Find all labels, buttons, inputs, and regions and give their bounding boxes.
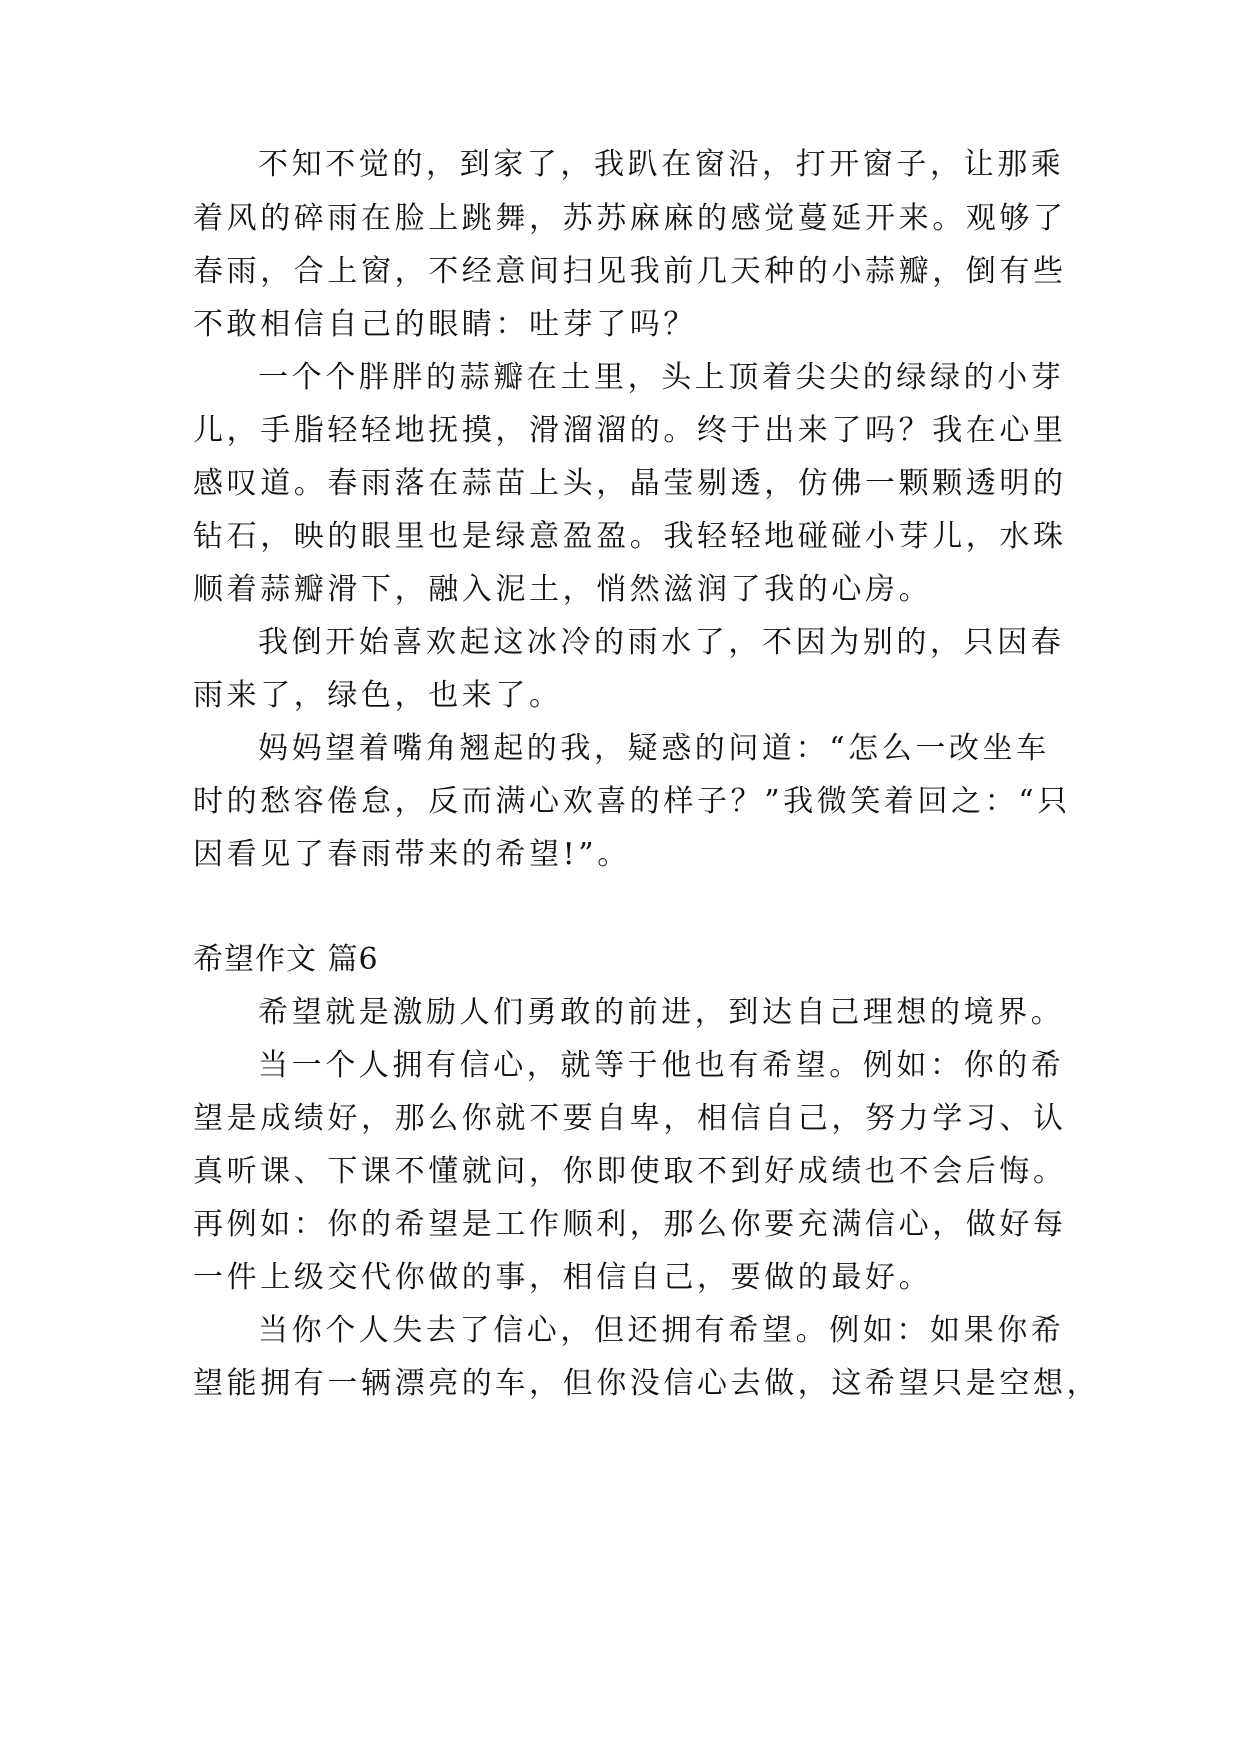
text-line: 我倒开始喜欢起这冰冷的雨水了，不因为别的，只因春 — [258, 625, 1065, 660]
text-line: 感叹道。春雨落在蒜苗上头，晶莹剔透，仿佛一颗颗透明的 — [193, 466, 1067, 501]
text-line: 钻石，映的眼里也是绿意盈盈。我轻轻地碰碰小芽儿，水珠 — [193, 519, 1067, 554]
text-line: 着风的碎雨在脸上跳舞，苏苏麻麻的感觉蔓延开来。观够了 — [193, 201, 1067, 236]
text-line: 当你个人失去了信心，但还拥有希望。例如：如果你希 — [258, 1313, 1065, 1348]
text-line: 再例如：你的希望是工作顺利，那么你要充满信心，做好每 — [193, 1207, 1067, 1242]
text-line: 因看见了春雨带来的希望!”。 — [193, 837, 631, 872]
text-line: 希望就是激励人们勇敢的前进，到达自己理想的境界。 — [258, 995, 1065, 1030]
text-line: 真听课、下课不懂就问，你即使取不到好成绩也不会后悔。 — [193, 1154, 1067, 1189]
text-line: 不知不觉的，到家了，我趴在窗沿，打开窗子，让那乘 — [258, 147, 1065, 182]
text-line: 一个个胖胖的蒜瓣在土里，头上顶着尖尖的绿绿的小芽 — [258, 360, 1065, 395]
text-line: 一件上级交代你做的事，相信自己，要做的最好。 — [193, 1260, 933, 1295]
text-line: 望能拥有一辆漂亮的车，但你没信心去做，这希望只是空想， — [193, 1366, 1101, 1401]
text-line: 望是成绩好，那么你就不要自卑，相信自己，努力学习、认 — [193, 1101, 1067, 1136]
text-line: 时的愁容倦怠，反而满心欢喜的样子？”我微笑着回之：“只 — [193, 784, 1071, 819]
text-line: 儿，手脂轻轻地抚摸，滑溜溜的。终于出来了吗？我在心里 — [193, 413, 1067, 448]
text-line: 妈妈望着嘴角翘起的我，疑惑的问道：“怎么一改坐车 — [258, 731, 1050, 766]
text-line: 春雨，合上窗，不经意间扫见我前几天种的小蒜瓣，倒有些 — [193, 254, 1067, 289]
text-line: 当一个人拥有信心，就等于他也有希望。例如：你的希 — [258, 1048, 1065, 1083]
section-heading: 希望作文 篇6 — [193, 942, 379, 977]
text-line: 不敢相信自己的眼睛：吐芽了吗？ — [193, 307, 697, 342]
text-line: 雨来了，绿色，也来了。 — [193, 678, 563, 713]
text-line: 顺着蒜瓣滑下，融入泥土，悄然滋润了我的心房。 — [193, 572, 933, 607]
